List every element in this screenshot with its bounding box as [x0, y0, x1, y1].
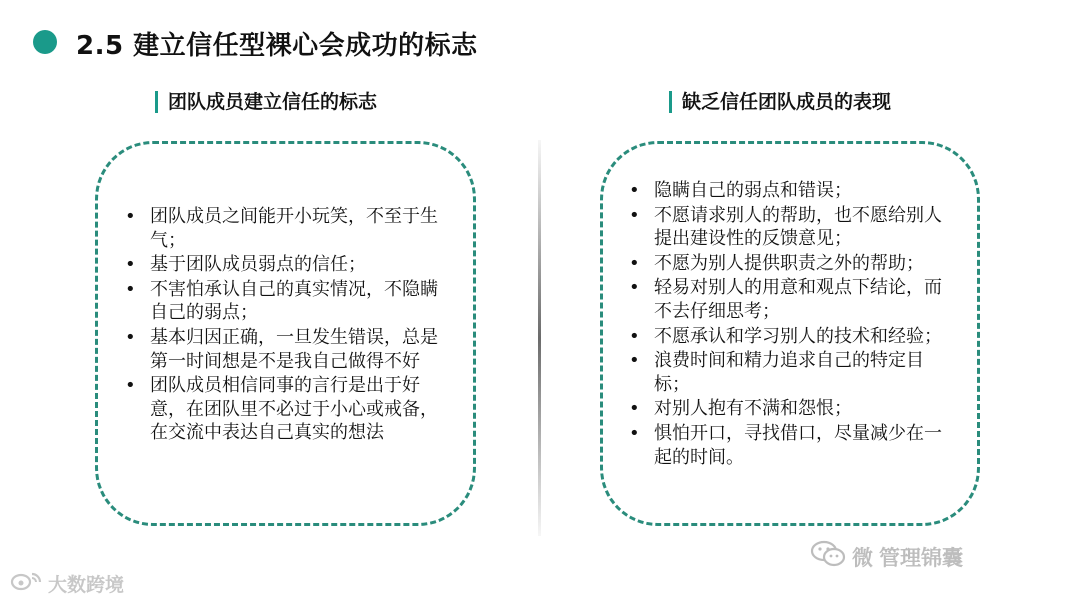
column-divider: [538, 140, 541, 536]
watermark-right: [810, 540, 963, 573]
list-item: • 对别人抱有不满和怨恨；: [626, 397, 956, 421]
list-item: • 浪费时间和精力追求自己的特定目标；: [626, 349, 956, 396]
right-column-heading: 缺乏信任团队成员的表现: [669, 91, 891, 113]
list-item: • 惧怕开口，寻找借口，尽量减少在一起的时间。: [626, 422, 956, 469]
wechat-icon: [810, 540, 846, 573]
list-item: • 不愿请求别人的帮助，也不愿给别人提出建设性的反馈意见；: [626, 204, 956, 251]
watermark-left-text: 大数跨境: [48, 574, 125, 596]
left-column-heading: 团队成员建立信任的标志: [155, 91, 377, 113]
title-bullet-dot: [33, 30, 57, 54]
list-item: • 轻易对别人的用意和观点下结论，而不去仔细思考；: [626, 276, 956, 323]
left-bullet-list: [122, 205, 452, 446]
watermark-left: [10, 570, 124, 597]
list-item: • 团队成员相信同事的言行是出于好意，在团队里不必过于小心或戒备，在交流中表达自己真实的想法: [122, 374, 452, 445]
list-item: • 基本归因正确，一旦发生错误，总是第一时间想是不是我自己做得不好: [122, 326, 452, 373]
watermark-right-prefix: 微: [852, 545, 873, 570]
list-item: • 不愿为别人提供职责之外的帮助；: [626, 252, 956, 276]
list-item: • 不愿承认和学习别人的技术和经验；: [626, 325, 956, 349]
list-item: • 团队成员之间能开小玩笑，不至于生气；: [122, 205, 452, 252]
watermark-right-text: 管理锦囊: [879, 545, 963, 570]
weibo-like-icon: [10, 570, 44, 597]
list-item: • 基于团队成员弱点的信任；: [122, 253, 452, 277]
list-item: • 不害怕承认自己的真实情况，不隐瞒自己的弱点；: [122, 278, 452, 325]
list-item: • 隐瞒自己的弱点和错误；: [626, 179, 956, 203]
right-bullet-list: [626, 179, 956, 470]
slide-title: 2.5 建立信任型裸心会成功的标志: [76, 31, 478, 61]
